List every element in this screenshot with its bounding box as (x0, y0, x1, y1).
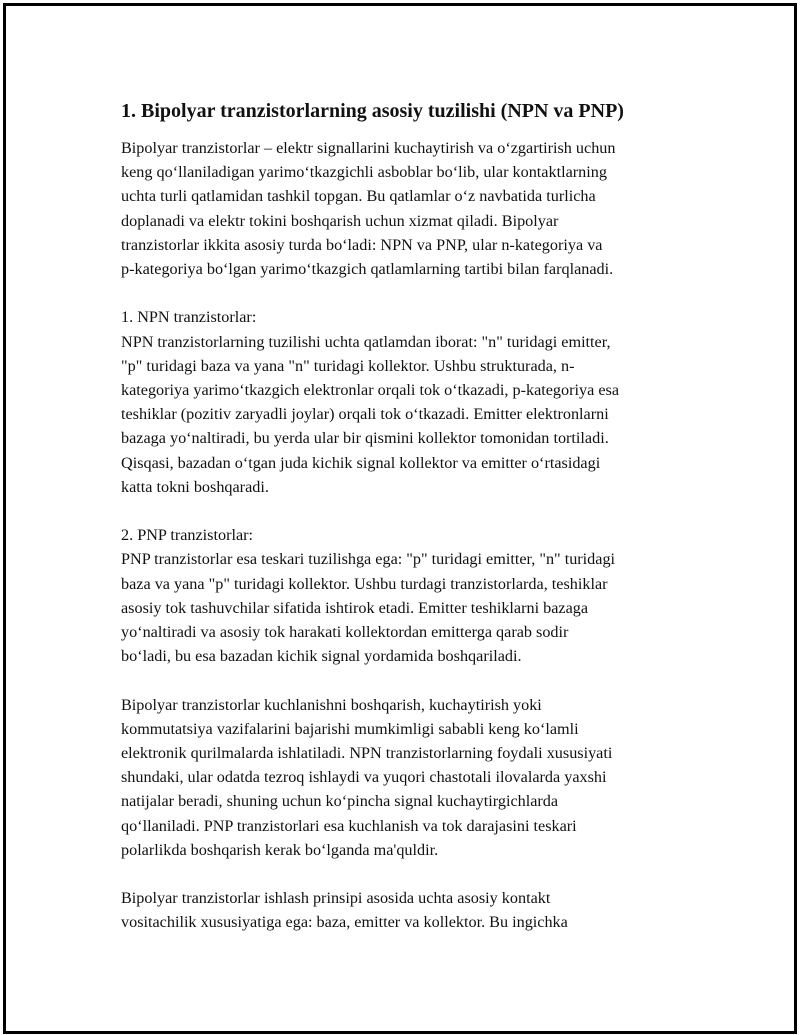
npn-section-heading: 1. NPN tranzistorlar: (121, 308, 257, 327)
pnp-section-heading: 2. PNP tranzistorlar: (121, 526, 254, 545)
document-body (121, 98, 691, 959)
npn-paragraph: NPN tranzistorlarning tuzilishi uchta qatlamdan iborat: "n" turidagi emitter, "p" turidagi baza va yana "n" turidagi kollektor. Ushbu strukturada, n- kategoriya yarimoʻtkazgich elektronlar orqali tok oʻtkazadi, p-kategoriya esa teshiklar (pozitiv zaryadli joylar) orqali tok oʻtkazadi. Emitter elektronlarni bazaga yoʻnaltiradi, bu yerda ular bir qismini kollektor tomonidan tortiladi. Qisqasi, bazadan oʻtgan juda kichik signal kollektor va emitter oʻrtasidagi katta tokni boshqaradi. (121, 332, 620, 496)
intro-paragraph: Bipolyar tranzistorlar – elektr signallarini kuchaytirish va oʻzgartirish uchun keng qoʻllaniladigan yarimoʻtkazgichli asboblar boʻlib, ular kontaktlarning uchta turli qatlamidan tashkil topgan. Bu qatlamlar oʻz navbatida turlicha doplanadi va elektr tokini boshqarish uchun xizmat qiladi. Bipolyar tranzistorlar ikkita asosiy turda boʻladi: NPN va PNP, ular n-kategoriya va p-kategoriya boʻlgan yarimoʻtkazgich qatlamlarning tartibi bilan farqlanadi. (121, 139, 616, 279)
pnp-paragraph: PNP tranzistorlar esa teskari tuzilishga ega: "p" turidagi emitter, "n" turidagi baza va yana "p" turidagi kollektor. Ushbu turdagi tranzistorlarda, teshiklar asosiy tok tashuvchilar sifatida ishtirok etadi. Emitter teshiklarni bazaga yoʻnaltiradi va asosiy tok harakati kollektordan emitterga qarab sodir boʻladi, bu esa bazadan kichik signal yordamida boshqariladi. (121, 550, 616, 666)
document-title: 1. Bipolyar tranzistorlarning asosiy tuzilishi (NPN va PNP) (121, 100, 624, 122)
principle-paragraph: Bipolyar tranzistorlar ishlash prinsipi asosida uchta asosiy kontakt vositachilik xususiyatiga ega: baza, emitter va kollektor. Bu ingichka (121, 889, 568, 932)
document-page (3, 3, 797, 1034)
usage-paragraph: Bipolyar tranzistorlar kuchlanishni boshqarish, kuchaytirish yoki kommutatsiya vazifalarini bajarishi mumkimligi sababli keng koʻlamli elektronik qurilmalarda ishlatiladi. NPN tranzistorlarning foydali xususiyati shundaki, ular odatda tezroq ishlaydi va yuqori chastotali ilovalarda yaxshi natijalar beradi, shuning uchun koʻpincha signal kuchaytirgichlarda qoʻllaniladi. PNP tranzistorlari esa kuchlanish va tok darajasini teskari polarlikda boshqarish kerak boʻlganda ma'quldir. (121, 695, 613, 859)
